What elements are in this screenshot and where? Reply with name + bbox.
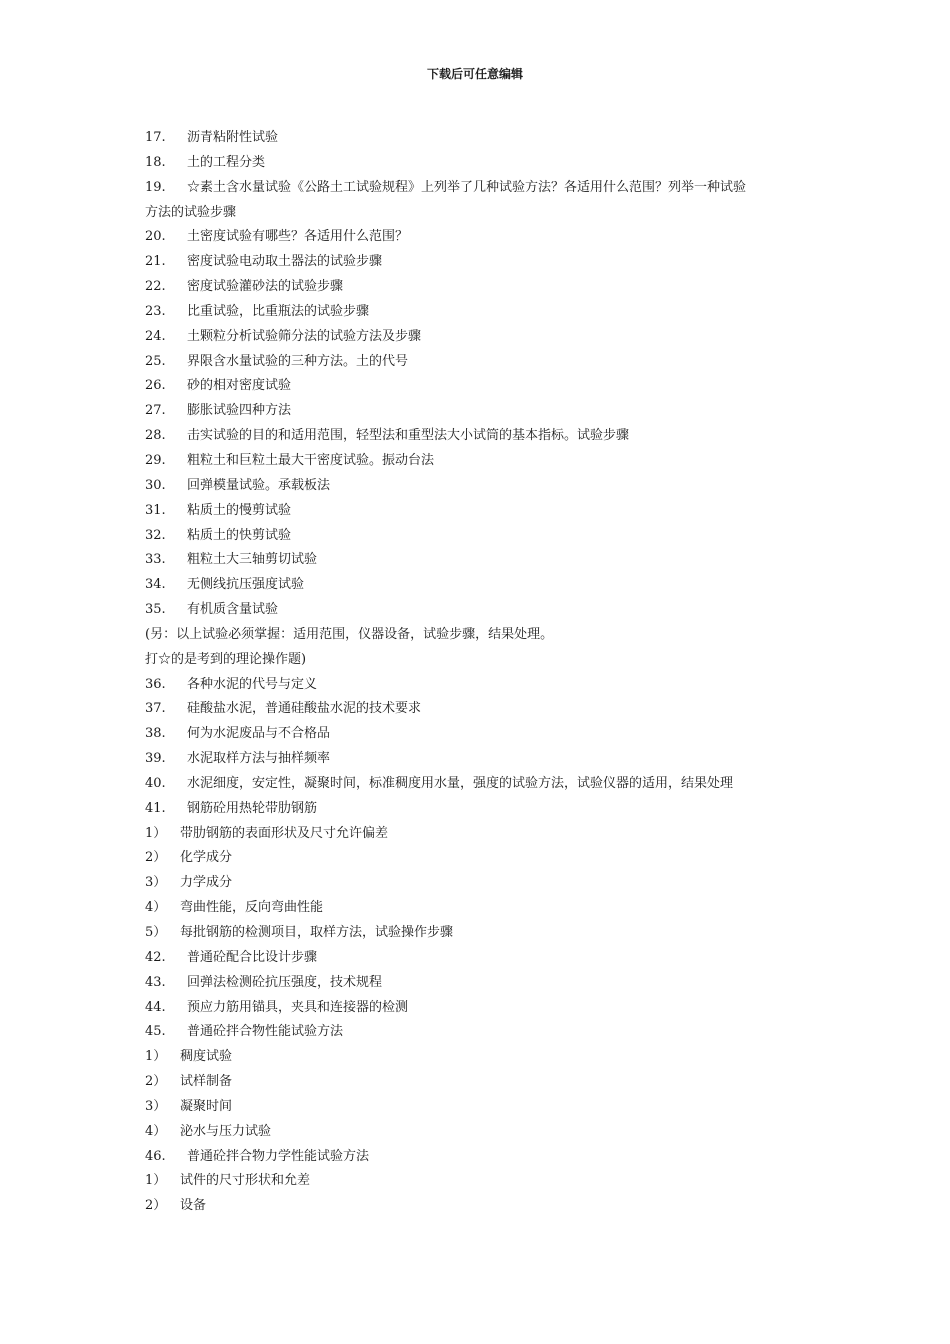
list-item-number: 17. <box>145 130 166 145</box>
list-item-number: 38. <box>145 726 166 742</box>
list-item-number: 29. <box>145 452 166 468</box>
list-item <box>145 573 815 598</box>
list-item <box>145 797 815 822</box>
list-item-text: 比重试验，比重瓶法的试验步骤 <box>187 303 370 319</box>
list-item <box>145 996 815 1021</box>
note-line: 打☆的是考到的理论操作题) <box>145 651 307 667</box>
list-item-text: 普通砼拌合物性能试验方法 <box>187 1024 344 1040</box>
list-item <box>145 374 815 399</box>
list-item-number: 4） <box>145 1123 167 1139</box>
note-line: (另：以上试验必须掌握：适用范围，仪器设备，试验步骤，结果处理。 <box>145 626 554 642</box>
list-item-text: 何为水泥废品与不合格品 <box>187 726 331 742</box>
list-item-number: 28. <box>145 428 166 444</box>
list-item-number: 36. <box>145 676 166 692</box>
list-item-number: 1） <box>145 1049 167 1065</box>
list-item-text: 土的工程分类 <box>187 154 266 170</box>
list-item-number: 40. <box>145 775 166 791</box>
list-item-text: 预应力筋用锚具，夹具和连接器的检测 <box>187 999 409 1015</box>
list-item-number: 21. <box>145 254 166 270</box>
list-item-number: 2） <box>145 1074 167 1090</box>
list-item <box>145 697 815 722</box>
list-item-number: 3） <box>145 1098 167 1114</box>
list-item-text: 设备 <box>180 1198 207 1214</box>
list-item-number: 5） <box>145 925 167 940</box>
list-item-text: 回弹法检测砼抗压强度，技术规程 <box>187 974 383 990</box>
document-body <box>145 126 815 1219</box>
list-item-text: 砂的相对密度试验 <box>187 378 292 394</box>
list-item-text: 粘质土的慢剪试验 <box>187 502 292 518</box>
list-item <box>145 722 815 747</box>
sub-list-item <box>145 1169 815 1194</box>
list-item-text: 力学成分 <box>180 875 233 891</box>
list-item-text: 沥青粘附性试验 <box>187 130 279 145</box>
list-item-number: 27. <box>145 403 166 419</box>
list-item-number: 31. <box>145 502 166 518</box>
list-item <box>145 176 815 201</box>
list-item-text: 界限含水量试验的三种方法。土的代号 <box>187 353 409 369</box>
list-item-number: 2） <box>145 1198 167 1214</box>
list-item-number: 3） <box>145 875 167 891</box>
list-item <box>145 300 815 325</box>
list-item-text: 普通砼拌合物力学性能试验方法 <box>187 1148 370 1164</box>
list-item <box>145 225 815 250</box>
list-item <box>145 399 815 424</box>
list-item-text: 回弹模量试验。承载板法 <box>187 477 331 493</box>
list-item-text: 每批钢筋的检测项目，取样方法，试验操作步骤 <box>180 925 454 940</box>
list-item <box>145 971 815 996</box>
list-item-text: 水泥细度，安定性，凝聚时间，标准稠度用水量，强度的试验方法，试验仪器的适用，结果处理 <box>187 775 734 791</box>
list-item-number: 41. <box>145 800 166 816</box>
list-item-number: 35. <box>145 602 166 618</box>
list-item-number: 18. <box>145 154 166 170</box>
list-item <box>145 772 815 797</box>
sub-list-item <box>145 1194 815 1219</box>
page-header <box>0 66 950 82</box>
list-item-text: 普通砼配合比设计步骤 <box>187 949 318 965</box>
list-item <box>145 424 815 449</box>
list-item-text: 有机质含量试验 <box>187 602 279 618</box>
list-item <box>145 151 815 176</box>
list-item-number: 24. <box>145 328 166 344</box>
sub-list-item <box>145 1120 815 1145</box>
list-item <box>145 747 815 772</box>
list-item-text: 稠度试验 <box>180 1049 233 1065</box>
list-item-continuation: 方法的试验步骤 <box>145 204 237 220</box>
list-item-text: 弯曲性能，反向弯曲性能 <box>180 900 324 916</box>
list-item-text: 土密度试验有哪些？各适用什么范围？ <box>187 229 409 245</box>
list-item-text: 水泥取样方法与抽样频率 <box>187 751 331 767</box>
list-item-number: 32. <box>145 527 166 543</box>
list-item <box>145 598 815 623</box>
list-item-number: 2） <box>145 850 167 866</box>
list-item-number: 22. <box>145 279 166 295</box>
list-item <box>145 1145 815 1170</box>
list-item <box>145 126 815 151</box>
list-item-text: 泌水与压力试验 <box>180 1123 272 1139</box>
list-item <box>145 474 815 499</box>
list-item <box>145 250 815 275</box>
list-item-text: 各种水泥的代号与定义 <box>187 676 318 692</box>
list-item <box>145 673 815 698</box>
sub-list-item <box>145 921 815 946</box>
list-item-number: 44. <box>145 999 166 1015</box>
list-item-number: 23. <box>145 303 166 319</box>
list-item-text: 密度试验灌砂法的试验步骤 <box>187 279 344 295</box>
list-item-number: 39. <box>145 751 166 767</box>
list-item <box>145 325 815 350</box>
sub-list-item <box>145 1095 815 1120</box>
list-item-number: 33. <box>145 552 166 568</box>
list-item <box>145 524 815 549</box>
sub-list-item <box>145 896 815 921</box>
sub-list-item <box>145 846 815 871</box>
sub-list-item <box>145 1070 815 1095</box>
list-item-text: 无侧线抗压强度试验 <box>187 577 305 593</box>
list-item-text: 钢筋砼用热轮带肋钢筋 <box>187 800 318 816</box>
list-item-text: 凝聚时间 <box>180 1098 233 1114</box>
list-item-text: 土颗粒分析试验筛分法的试验方法及步骤 <box>187 328 422 344</box>
list-item-text: 试件的尺寸形状和允差 <box>180 1173 311 1189</box>
list-item-number: 19. <box>145 179 166 195</box>
list-item-text: 粗粒土和巨粒土最大干密度试验。振动台法 <box>187 452 435 468</box>
list-item <box>145 946 815 971</box>
list-item <box>145 449 815 474</box>
list-item-number: 43. <box>145 974 166 990</box>
list-item-text: 击实试验的目的和适用范围，轻型法和重型法大小试筒的基本指标。试验步骤 <box>187 428 630 444</box>
list-item-text: 膨胀试验四种方法 <box>187 403 292 419</box>
list-item-text: 密度试验电动取土器法的试验步骤 <box>187 254 383 270</box>
list-item-number: 25. <box>145 353 166 369</box>
list-item <box>145 350 815 375</box>
sub-list-item <box>145 871 815 896</box>
list-item-number: 1） <box>145 1173 167 1189</box>
list-item-number: 37. <box>145 701 166 717</box>
list-item-text: 硅酸盐水泥，普通硅酸盐水泥的技术要求 <box>187 701 422 717</box>
list-item-number: 20. <box>145 229 166 245</box>
list-item-number: 4） <box>145 900 167 916</box>
sub-list-item <box>145 1045 815 1070</box>
list-item <box>145 548 815 573</box>
list-item-number: 42. <box>145 949 166 965</box>
list-item-text: 化学成分 <box>180 850 233 866</box>
list-item-number: 26. <box>145 378 166 394</box>
list-item-text: 粗粒土大三轴剪切试验 <box>187 552 318 568</box>
header-title: 下载后可任意编辑 <box>426 67 523 81</box>
list-item-number: 34. <box>145 577 166 593</box>
list-item-number: 46. <box>145 1148 166 1164</box>
list-item <box>145 1020 815 1045</box>
list-item-text: ☆素土含水量试验《公路土工试验规程》上列举了几种试验方法？各适用什么范围？列举一种试验 <box>187 179 747 195</box>
list-item <box>145 499 815 524</box>
list-item <box>145 275 815 300</box>
list-item-text: 带肋钢筋的表面形状及尺寸允许偏差 <box>180 825 389 841</box>
list-item-number: 45. <box>145 1024 166 1040</box>
list-item-text: 试样制备 <box>180 1074 233 1090</box>
list-item-number: 30. <box>145 477 166 493</box>
list-item-number: 1） <box>145 825 167 841</box>
list-item-text: 粘质土的快剪试验 <box>187 527 292 543</box>
sub-list-item <box>145 822 815 847</box>
